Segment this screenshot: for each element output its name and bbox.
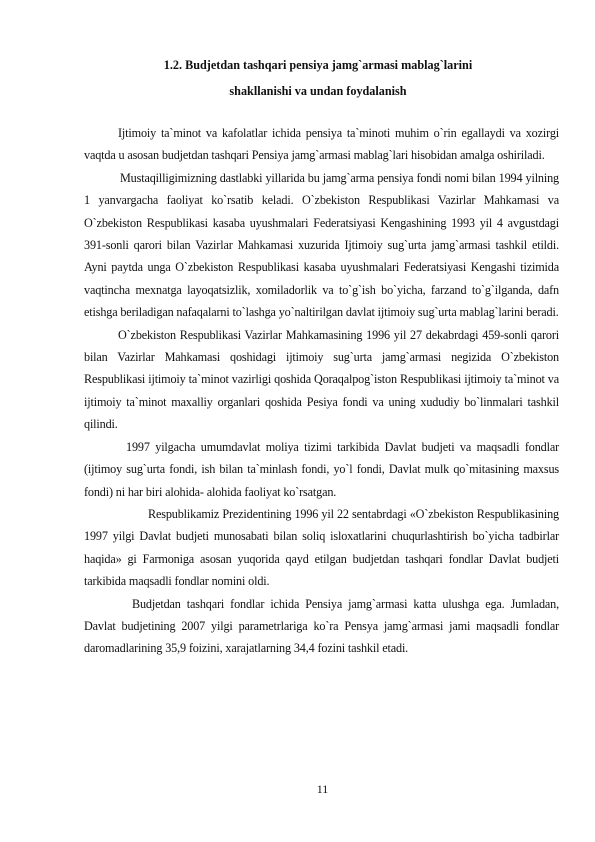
paragraph-4: 1997 yilgacha umumdavlat moliya tizimi tarkibida Davlat budjeti va maqsadli fondlar (ijtimoy sug`urta fondi, ish bilan ta`minlash fondi, yo`l fondi, Davlat mulk qo`mitasining maxsus fondi) ni har biri alohida- alohida faoliyat ko`rsatgan. [84, 439, 559, 499]
heading-line-2: shakllanishi va undan foydalanish [229, 84, 407, 98]
page-number: 11 [316, 782, 329, 796]
paragraph-6: Budjetdan tashqari fondlar ichida Pensiya jamg`armasi katta ulushga ega. Jumladan, Davlat budjetining 2007 yilgi parametrlariga ko`ra Pensya jamg`armasi jami maqsadli fondlar daromadlarining 35,9 foizini, xarajatlarning 34,4 fozini tashkil etadi. [84, 596, 559, 656]
paragraph-5: Respublikamiz Prezidentining 1996 yil 22 sentabrdagi «O`zbekiston Respublikasining 1997 yilgi Davlat budjeti munosabati bilan soliq isloxatlarini chuqurlashtirish bo`yicha tadbirlar haqida» gi Farmoniga asosan yuqorida qayd etilgan budjetdan tashqari fondlar Davlat budjeti tarkibida maqsadli fondlar nomini oldi. [84, 506, 559, 589]
section-heading [84, 52, 552, 104]
body-text [84, 122, 559, 660]
heading-line-1: 1.2. Budjetdan tashqari pensiya jamg`armasi mablag`larini [163, 58, 473, 72]
paragraph-3: O`zbekiston Respublikasi Vazirlar Mahkamasining 1996 yil 27 dekabrdagi 459-sonli qarori bilan Vazirlar Mahkamasi qoshidagi ijtimoiy sug`urta jamg`armasi negizida O`zbekiston Respublikasi ijtimoiy ta`minot vazirligi qoshida Qoraqalpog`iston Respublikasi ijtimoiy ta`minot va ijtimoiy ta`minot maxalliy organlari qoshida Pesiya fondi va uning xududiy bo`linmalari tashkil qilindi. [84, 327, 559, 432]
paragraph-1: Ijtimoiy ta`minot va kafolatlar ichida pensiya ta`minoti muhim o`rin egallaydi va xozirgi vaqtda u asosan budjetdan tashqari Pensiya jamg`armasi mablag`lari hisobidan amalga oshiriladi. [84, 126, 559, 163]
paragraph-2: Mustaqilligimizning dastlabki yillarida bu jamg`arma pensiya fondi nomi bilan 1994 yilning 1 yanvargacha faoliyat ko`rsatib keladi. O`zbekiston Respublikasi Vazirlar Mahkamasi va O`zbekiston Respublikasi kasaba uyushmalari Federatsiyasi Kengashining 1993 yil 4 avgustdagi 391-sonli qarori bilan Vazirlar Mahkamasi xuzurida Ijtimoiy sug`urta jamg`armasi tashkil etildi. Ayni paytda unga O`zbekiston Respublikasi kasaba uyushmalari Federatsiyasi Kengashi tizimida vaqtincha mexnatga layoqatsizlik, xomiladorlik va to`g`ish bo`yicha, farzand to`g`ilganda, dafn etishga beriladigan nafaqalarni to`lashga yo`naltirilgan davlat ijtimoiy sug`urta mablag`larini beradi. [84, 170, 559, 320]
